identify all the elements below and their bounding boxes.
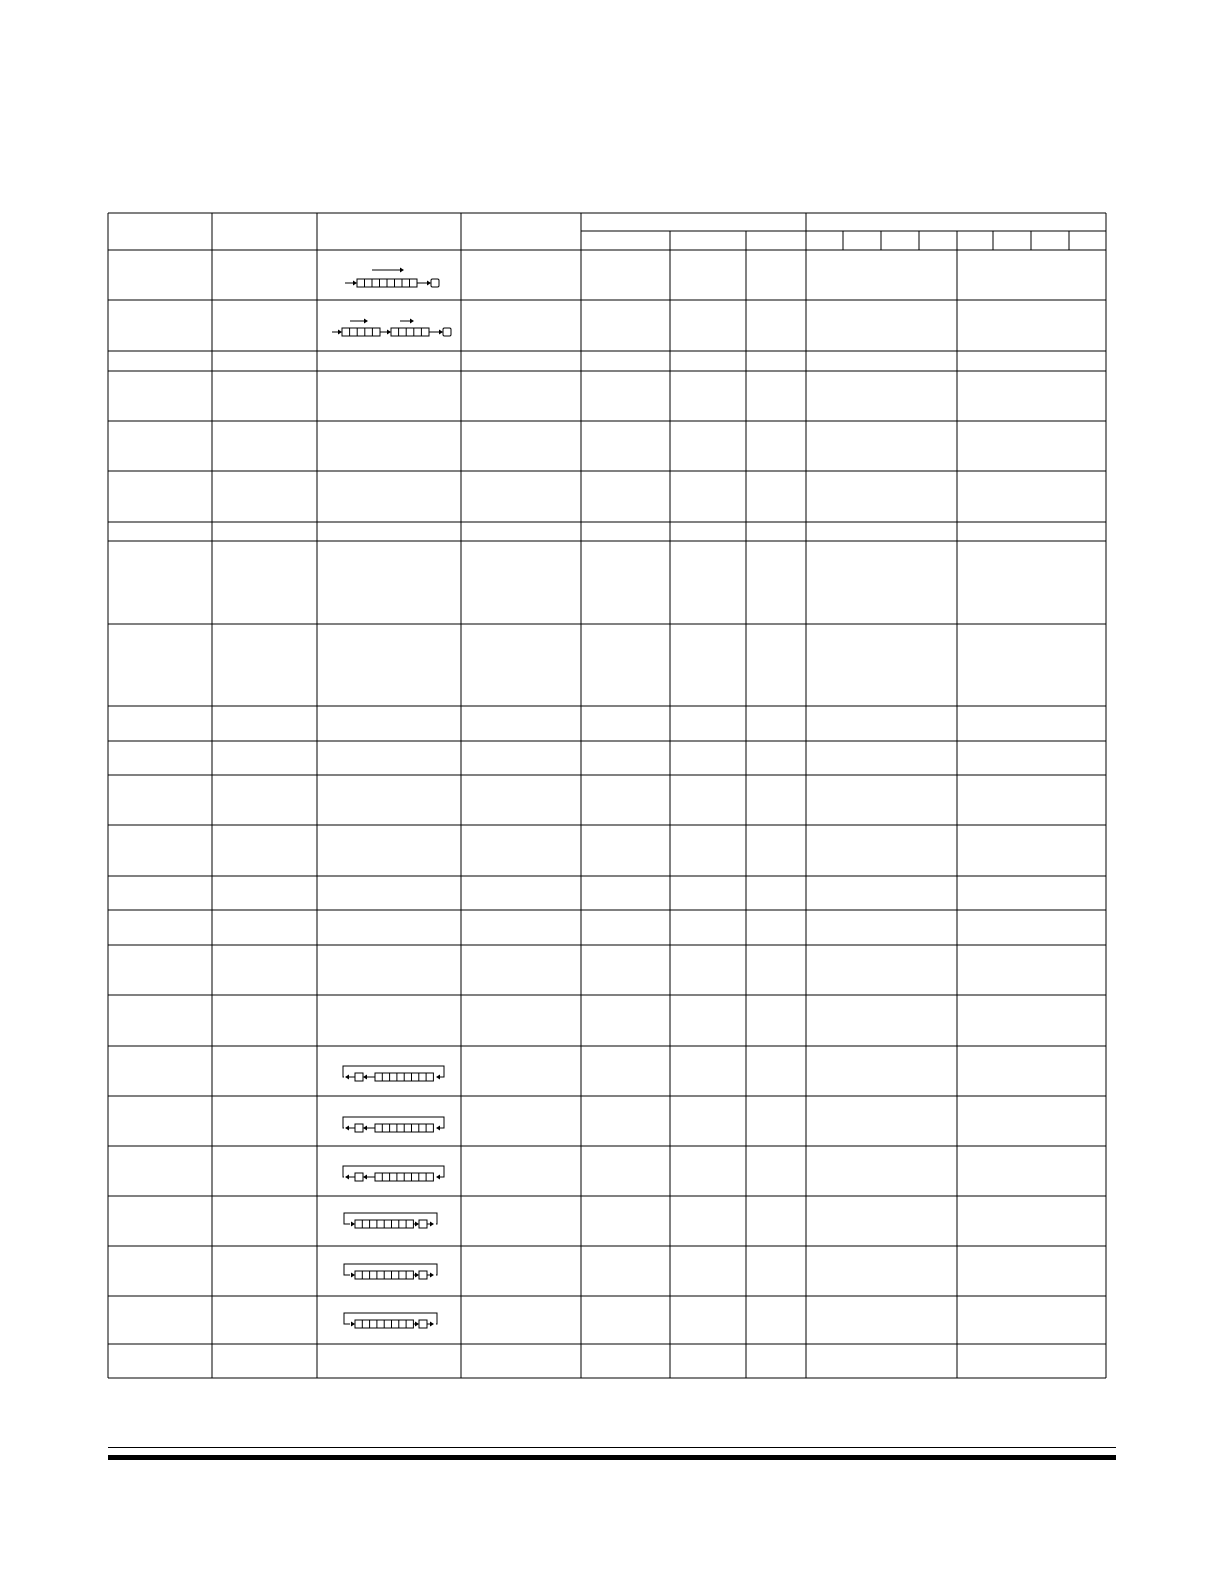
carry-flag-box: [355, 1124, 363, 1132]
carry-out-arrow-head: [345, 1175, 349, 1180]
carry-flag-box: [355, 1173, 363, 1181]
rotate-feedback-path: [343, 1117, 444, 1128]
carry-arrow-head: [427, 281, 431, 286]
link-arrow-head: [387, 330, 391, 335]
input-arrow-head: [353, 281, 357, 286]
carry-flag-box: [419, 1320, 427, 1328]
rotate-feedback-arrow-head: [351, 1273, 355, 1278]
rotate-feedback-path: [343, 1166, 444, 1177]
footer-rule-thin: [108, 1447, 1116, 1448]
lsb-to-carry-arrow-head: [415, 1222, 419, 1227]
msb-to-carry-arrow-head: [363, 1175, 367, 1180]
register-cells-high: [342, 328, 380, 336]
carry-out-arrow-head: [345, 1126, 349, 1131]
carry-out-arrow-head: [345, 1075, 349, 1080]
shift-direction-arrow-head: [410, 319, 414, 324]
rotate-feedback-path: [344, 1313, 437, 1324]
carry-out-arrow-head: [430, 1222, 434, 1227]
rotate-feedback-path: [343, 1066, 444, 1077]
carry-flag-box: [419, 1271, 427, 1279]
rotate-feedback-arrow-head: [436, 1175, 440, 1180]
msb-to-carry-arrow-head: [363, 1075, 367, 1080]
carry-flag-box: [443, 328, 451, 336]
shift-direction-arrow-head: [400, 268, 404, 273]
lsb-to-carry-arrow-head: [415, 1322, 419, 1327]
carry-flag-box: [431, 279, 439, 287]
rotate-feedback-path: [344, 1213, 437, 1224]
shift-direction-arrow-head: [364, 319, 368, 324]
register-cells-low: [391, 328, 429, 336]
carry-out-arrow-head: [430, 1273, 434, 1278]
carry-out-arrow-head: [430, 1322, 434, 1327]
footer-rule-thick: [108, 1455, 1116, 1460]
carry-flag-box: [419, 1220, 427, 1228]
msb-to-carry-arrow-head: [363, 1126, 367, 1131]
table-grid-lines: [108, 213, 1106, 1378]
rotate-feedback-arrow-head: [351, 1222, 355, 1227]
rotate-feedback-arrow-head: [351, 1322, 355, 1327]
table-diagrams: [332, 268, 451, 1329]
carry-flag-box: [355, 1073, 363, 1081]
rotate-feedback-arrow-head: [436, 1126, 440, 1131]
carry-arrow-head: [439, 330, 443, 335]
input-arrow-head: [338, 330, 342, 335]
lsb-to-carry-arrow-head: [415, 1273, 419, 1278]
rotate-feedback-path: [344, 1264, 437, 1275]
rotate-feedback-arrow-head: [436, 1075, 440, 1080]
